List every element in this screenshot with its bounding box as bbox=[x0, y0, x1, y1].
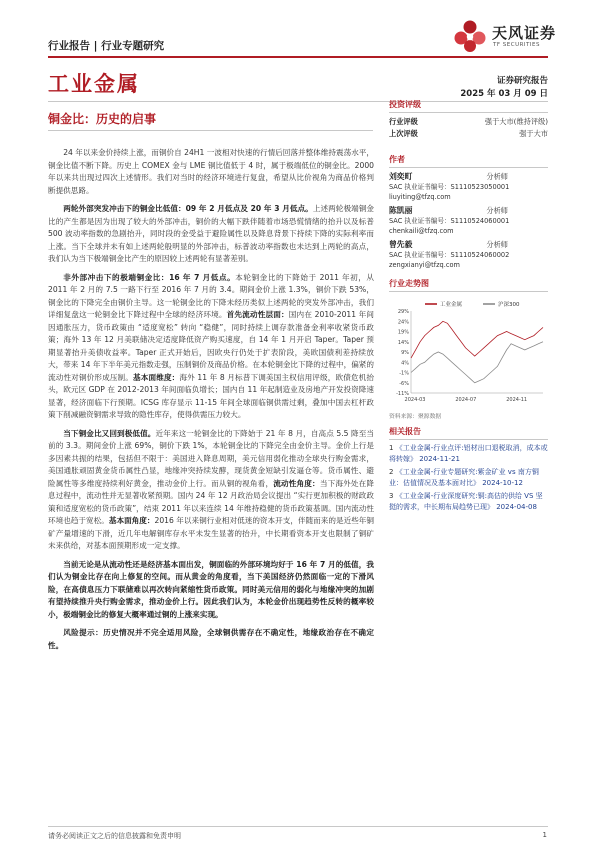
related-title: 相关报告 bbox=[389, 426, 548, 440]
related-report-item[interactable]: 1 《工业金属-行业点评:铝材出口退税取消，成本或将转嫁》 2024-11-21 bbox=[389, 444, 548, 463]
paragraph-risk: 风险提示：历史情况并不完全适用风险，全球铜供需存在不确定性，地缘政治存在不确定性。 bbox=[48, 628, 374, 650]
legend-label: 沪深300 bbox=[498, 302, 520, 308]
industry-title: 工业金属 bbox=[48, 72, 140, 96]
authors-title: 作者 bbox=[389, 154, 548, 168]
author-email[interactable]: chenkaili@tfzq.com bbox=[389, 227, 454, 235]
y-tick-label: 9% bbox=[401, 350, 409, 356]
brand-english-name: TF SECURITIES bbox=[493, 42, 540, 48]
brand-name: 天风证券 bbox=[492, 24, 557, 42]
paragraph-conclusion: 当前无论是从流动性还是经济基本面出发，铜面临的外部环境均好于 16 年 7 月的低值，我们认为铜金比存在向上修复的空间。而从黄金的角度看，当下美国经济仍然面临一定的下滑风险，在高债息压力下联储难以再次转向紧缩性货币政策。同时美元信用的弱化与地缘冲突的加剧有望持续推升央行购金需求，推动金价上行。因此我们认为，本轮金价出现趋势性反转的概率较小，极端铜金比的修复大概率通过铜的上涨来实现。 bbox=[48, 559, 374, 619]
rating-row: 行业评级 强于大市(维持评级) bbox=[389, 117, 548, 126]
industry-trend-chart bbox=[389, 297, 548, 407]
y-tick-label: 19% bbox=[397, 329, 409, 336]
tf-flower-logo-icon bbox=[452, 18, 488, 54]
series-line bbox=[411, 342, 543, 383]
related-report-item[interactable]: 2 《工业金属-行业专题研究:紫金矿业 vs 南方铜业：估值情况及基本面对比》 2024-10-12 bbox=[389, 468, 539, 487]
footer-divider bbox=[48, 826, 548, 827]
brand-logo bbox=[452, 18, 572, 54]
author-email[interactable]: liuyiting@tfzq.com bbox=[389, 193, 451, 201]
related-report-item[interactable]: 3 《工业金属-行业深度研究:铜:高估的供给 VS 坚挺的需求，中长期布局趋势已现》 2024-04-08 bbox=[389, 492, 543, 511]
paragraph-2016-low: 非外部冲击下的极端铜金比：16 年 7 月低点。本轮铜金比的下降始于 2011 年初，从 2011 年 2 月的 7.5 一路下行至 2016 年 7 月的 3.4。期间金价上涨 1.3%，铜价下跌 53%，铜金比的下降完全由铜价主导。这一轮铜金比的下降未经历类似上述两轮的突发外部冲击，我们详细复盘这一轮铜金比下降过程中全球的经济环境。首先流动性层面：国内在 2010-2011 年间因通胀压力，货币政策由 “适度宽松” 转向 “稳健”，同时持续上调存款准备金利率收紧货币政策；海外 13 年 12 月美联储决定适度降低资产购买速度，自 14 年 1 月开启 Taper。Taper 预期显著抬升美债收益率。Taper 正式开始后，因欧央行仍处于扩表阶段，美欧国债利差持续放大，带来 14 年下半年美元指数走强，压制铜价及商品价格。在本轮铜金比下降的过程中，偏紧的流动性对铜价形成压制。基本面维度：海外 11 年 8 月标普下调美国主权信用评级，欧债危机抬头，欧元区 GDP 在 2012-2013 年间面临负增长；国内自 11 年起制造业及房地产开发投资降速显著，经济面临下行预期。ICSG 库存显示 11-15 年间全球面临铜供需过剩，叠加中国去杠杆政策下削减融资铜需求导致的隐性库存，使得供需压力较大。 bbox=[48, 272, 375, 419]
report-type: 行业报告 | 行业专题研究 bbox=[48, 40, 165, 52]
report-body bbox=[48, 147, 374, 658]
x-tick-label: 2024-11 bbox=[506, 397, 528, 403]
author-email[interactable]: zengxianyi@tfzq.com bbox=[389, 261, 460, 269]
paragraph-current-low: 当下铜金比又回到极低值。近年来这一轮铜金比的下降始于 21 年 8 月，自高点 5.5 降至当前的 3.3。期间金价上涨 69%，铜价下跌 1%，本轮铜金比的下降完全由金价主导。金价上行是多因素共振的结果，包括但不限于：美国进入降息周期，美元信用弱化推动全球央行购金需求，美国通胀顽固黄金货币属性凸显，地缘冲突持续发酵，现货黄金短缺引发逼仓等。货币属性、避险属性等多维度持续利好黄金，推动金价上行。而从铜的视角看，流动性角度：当下海外处在降息过程中，流动性并无显著收紧预期。国内 24 年 12 月政治局会议提出 “实行更加积极的财政政策和适度宽松的货币政策”，结束 2011 年以来连续 14 年维持稳健的货币政策基调。国内流动性环境也趋于宽松。基本面角度：2016 年以来铜行业相对低迷的资本开支，伴随而来的是近些年铜矿产量增速的下滑，近几年电解铜库存水平未发生显著的抬升，中长期看资本开支也限制了铜矿未来供给，对基本面预期形成一定支撑。 bbox=[48, 428, 375, 550]
y-tick-label: 4% bbox=[401, 360, 409, 367]
y-tick-label: -11% bbox=[396, 391, 409, 397]
author-card: 曾先毅 分析师 SAC 执业证书编号：S1110524060002 zengxianyi@tfzq.com bbox=[389, 239, 548, 270]
footer-disclaimer: 请务必阅读正文之后的信息披露和免责申明 bbox=[48, 832, 181, 840]
legend-label: 工业金属 bbox=[440, 302, 463, 308]
y-tick-label: 14% bbox=[397, 339, 409, 346]
report-label: 证券研究报告 bbox=[496, 76, 548, 86]
sidebar bbox=[389, 99, 548, 515]
x-tick-label: 2024-03 bbox=[404, 397, 426, 403]
page-number: 1 bbox=[542, 831, 547, 839]
y-tick-label: 24% bbox=[397, 319, 409, 326]
rating-row: 上次评级 强于大市 bbox=[389, 129, 548, 138]
x-tick-label: 2024-07 bbox=[455, 397, 477, 403]
rating-title: 投资评级 bbox=[389, 99, 548, 113]
y-tick-label: -6% bbox=[399, 380, 409, 387]
header-divider bbox=[48, 56, 548, 58]
y-tick-label: 29% bbox=[397, 309, 409, 315]
paragraph-shock-lows: 两轮外部突发冲击下的铜金比低值：09 年 2 月低点及 20 年 3 月低点。上述两轮极端铜金比的产生都是因为出现了较大的外部冲击，铜价的大幅下跌伴随着市场恐慌情绪的抬升以及标普 500 波动率指数的急剧抬升，同时段的金受益于避险属性以及降息背景下持续下降的实际利率而上涨。当下全球并未有如上述两轮般明显的外部冲击，标普波动率指数也未达到上两轮的高点，我们认为当下极端铜金比产生的原因较上述两轮有显著差别。 bbox=[48, 204, 374, 263]
report-date: 2025 年 03 月 09 日 bbox=[460, 89, 548, 99]
author-card: 陈凯丽 分析师 SAC 执业证书编号：S1110524060001 chenkaili@tfzq.com bbox=[389, 205, 548, 236]
chart-source: 资料来源：聚源数据 bbox=[389, 414, 442, 420]
subtitle-divider bbox=[48, 130, 373, 131]
report-subtitle: 铜金比：历史的启事 bbox=[48, 112, 157, 126]
paragraph-intro: 24 年以来金价持续上涨，而铜价自 24H1 一波相对快速的行情后回落并整体维持震荡水平，铜金比值不断下降。历史上 COMEX 金与 LME 铜比值低于 4 时，属于极端低位的铜金比。2000 年以来共出现过四次上述情形。我们对当时的经济环境进行复盘，希望从比价视角为商品价格判断提供思路。 bbox=[48, 148, 374, 195]
trend-title: 行业走势图 bbox=[389, 278, 548, 292]
series-line bbox=[411, 321, 543, 358]
y-tick-label: -1% bbox=[399, 370, 409, 377]
author-card: 刘奕町 分析师 SAC 执业证书编号：S1110523050001 liuyiting@tfzq.com bbox=[389, 171, 548, 202]
